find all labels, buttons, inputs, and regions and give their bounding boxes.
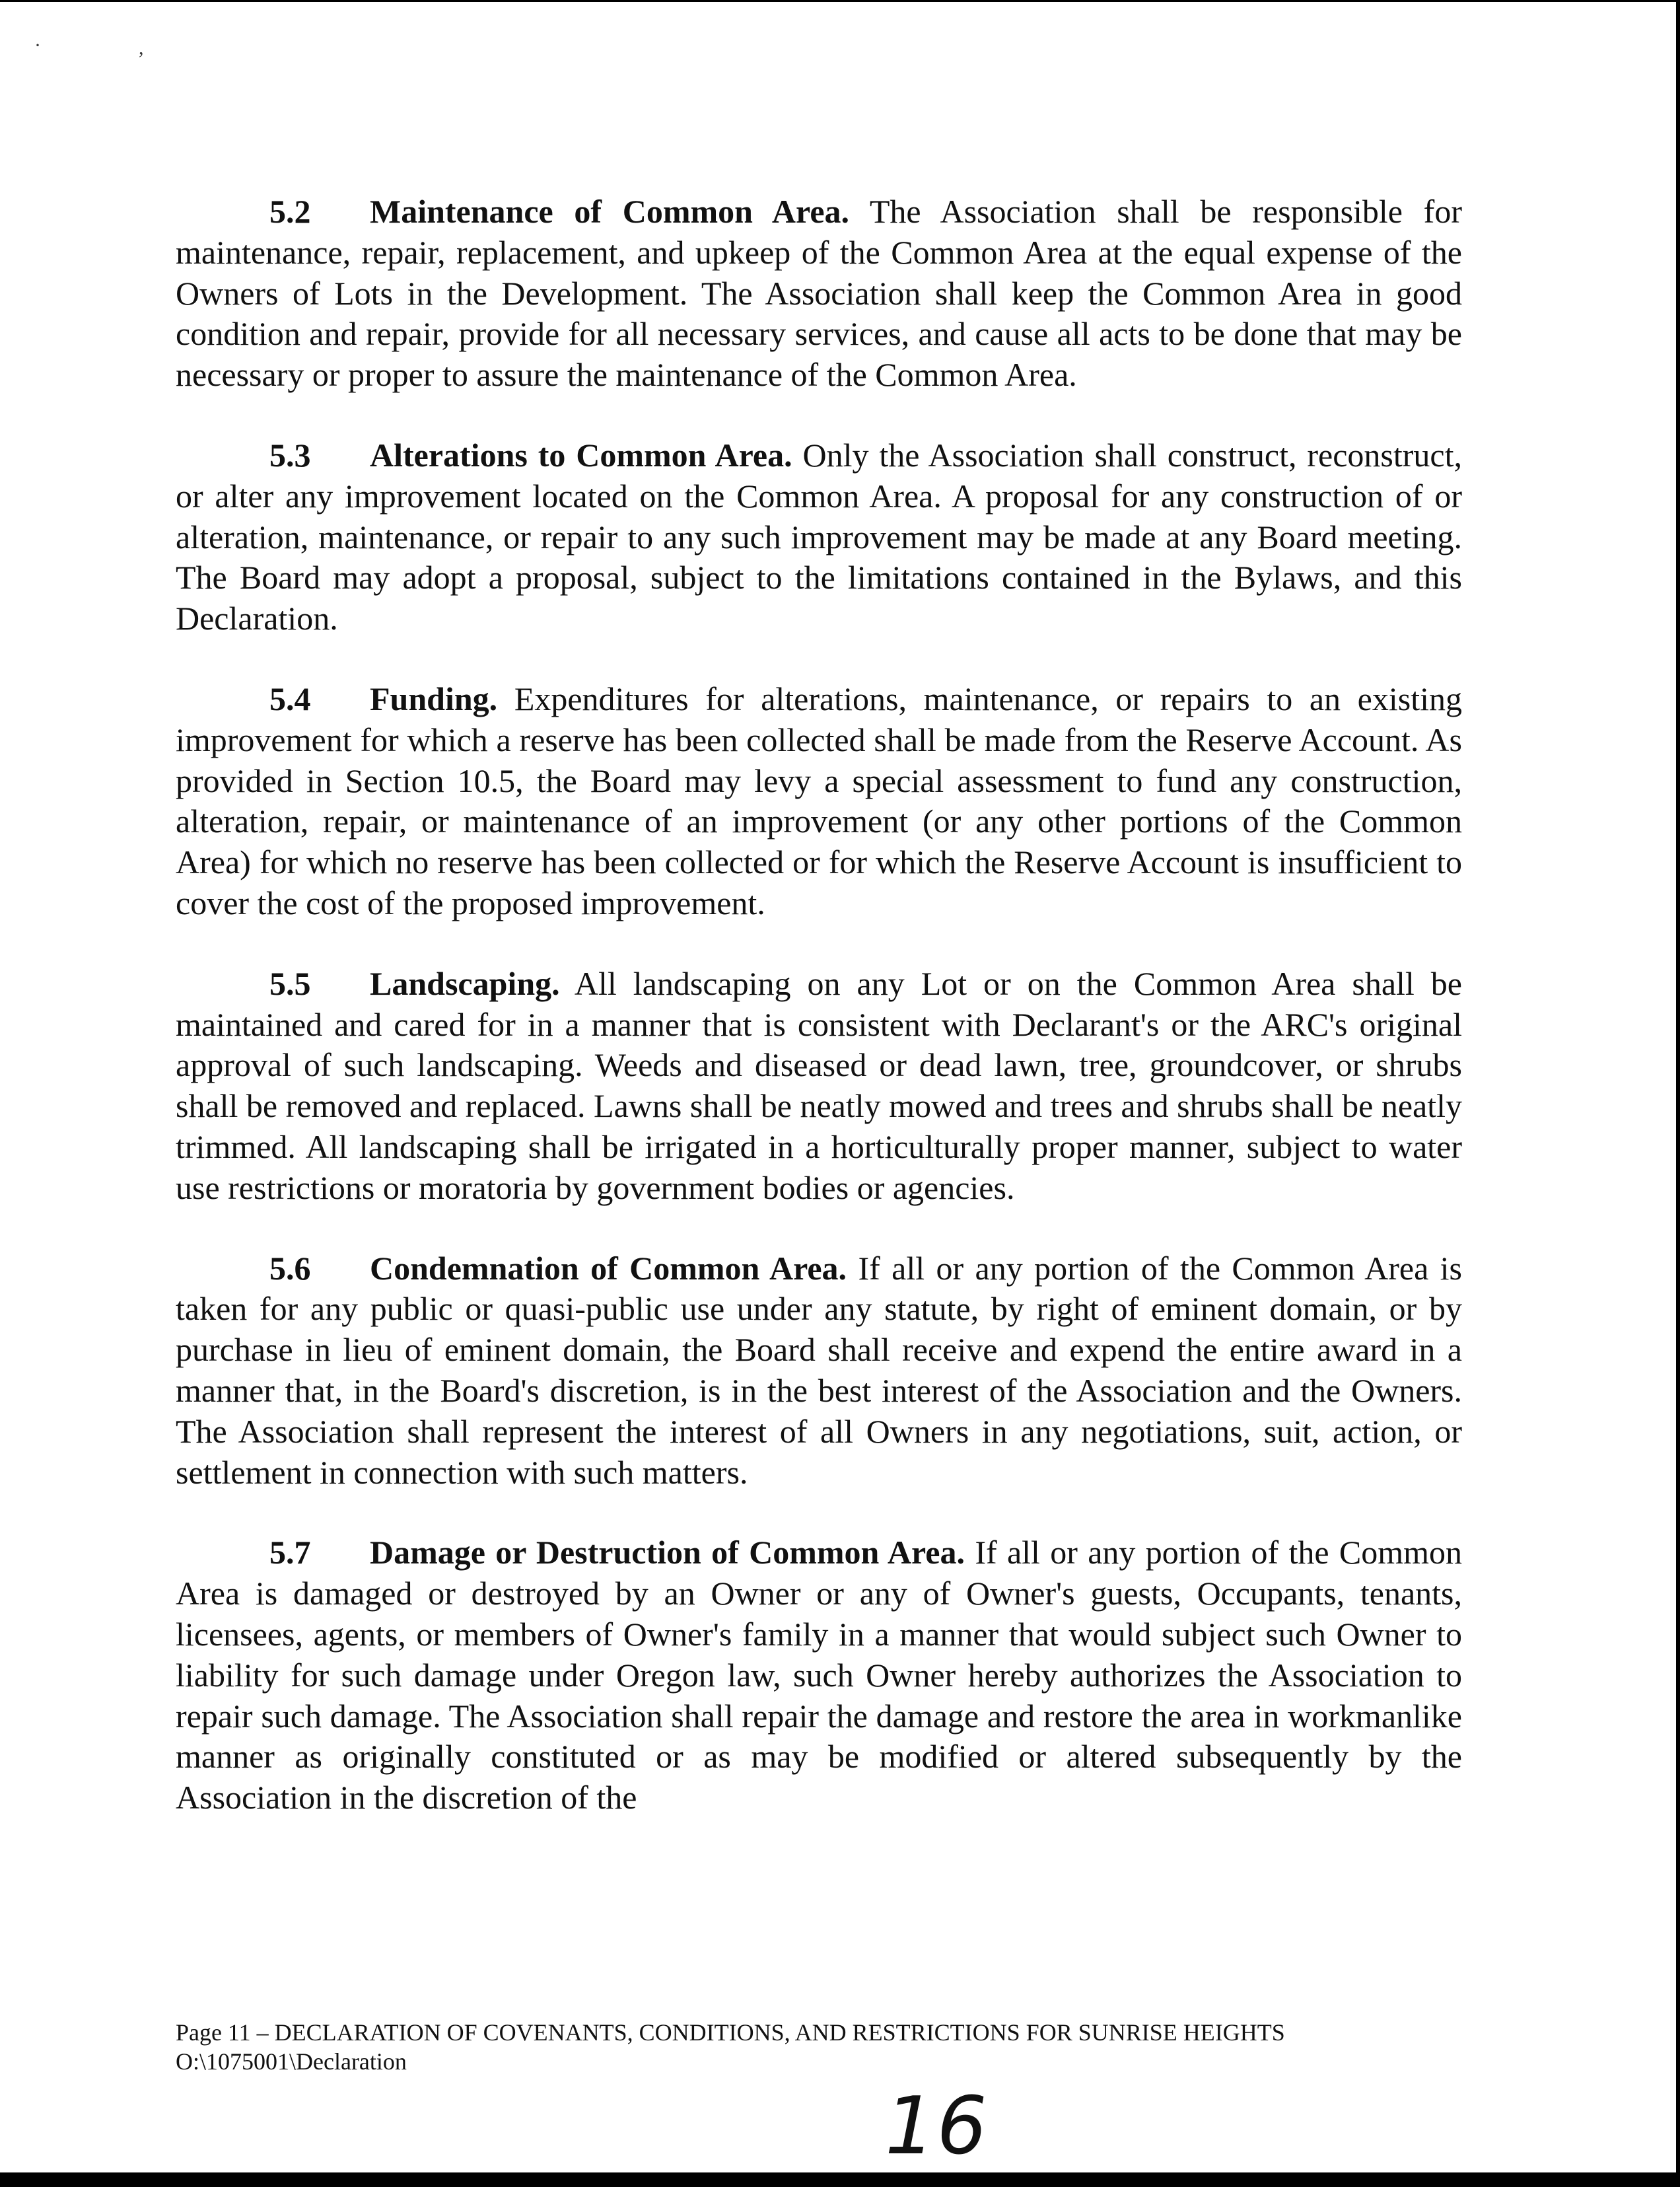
scan-border-right bbox=[1676, 0, 1680, 2187]
section-number: 5.4 bbox=[269, 680, 311, 717]
section-title: Damage or Destruction of Common Area. bbox=[370, 1534, 965, 1571]
footer-title: Page 11 – DECLARATION OF COVENANTS, CONDITIONS, AND RESTRICTIONS FOR SUNRISE HEIGHTS bbox=[176, 2019, 1285, 2046]
section-number: 5.7 bbox=[269, 1534, 311, 1571]
section-5-4 bbox=[176, 679, 1462, 924]
section-title: Alterations to Common Area. bbox=[370, 436, 792, 474]
document-body bbox=[176, 192, 1462, 1858]
section-text: All landscaping on any Lot or on the Common Area shall be maintained and cared for in a manner that is consistent with Declarant's or the ARC's original approval of such landscaping. Weeds and diseased or dead lawn, tree, groundcover, or shrubs shall be removed and replaced. Lawns shall be neatly mowed and trees and shrubs shall be neatly trimmed. All landscaping shall be irrigated in a horticulturally proper manner, subject to water use restrictions or moratoria by government bodies or agencies. bbox=[176, 964, 1462, 1206]
page-footer bbox=[176, 2018, 1462, 2076]
section-number: 5.3 bbox=[269, 436, 311, 474]
scan-border-bottom bbox=[0, 2172, 1680, 2187]
section-5-2 bbox=[176, 192, 1462, 396]
scan-speck: , bbox=[139, 37, 144, 59]
section-5-7 bbox=[176, 1532, 1462, 1818]
section-text: If all or any portion of the Common Area is taken for any public or quasi-public use under any statute, by right of eminent domain, or by purchase in lieu of eminent domain, the Board shall receive and expend the entire award in a manner that, in the Board's discretion, is in the best interest of the Association and the Owners. The Association shall represent the interest of all Owners in any negotiations, suit, action, or settlement in connection with such matters. bbox=[176, 1249, 1463, 1491]
section-text: Only the Association shall construct, reconstruct, or alter any improvement located on the Common Area. A proposal for any construction of or alteration, maintenance, or repair to any such improvement may be made at any Board meeting. The Board may adopt a proposal, subject to the limitations contained in the Bylaws, and this Declaration. bbox=[176, 436, 1462, 637]
section-title: Maintenance of Common Area. bbox=[370, 193, 850, 230]
section-text: The Association shall be responsible for maintenance, repair, replacement, and upkeep of the Common Area at the equal expense of the Owners of Lots in the Development. The Association shall keep the Common Area in good condition and repair, provide for all necessary services, and cause all acts to be done that may be necessary or proper to assure the maintenance of the Common Area. bbox=[176, 193, 1462, 394]
section-text: If all or any portion of the Common Area is damaged or destroyed by an Owner or any of Owner's guests, Occupants, tenants, licensees, agents, or members of Owner's family in a manner that would subject such Owner to liability for such damage under Oregon law, such Owner hereby authorizes the Association to repair such damage. The Association shall repair the damage and restore the area in workmanlike manner as originally constituted or as may be modified or altered subsequently by the Association in the discretion of the bbox=[176, 1534, 1463, 1816]
section-number: 5.6 bbox=[269, 1249, 311, 1287]
section-number: 5.2 bbox=[269, 193, 311, 230]
scan-border-top bbox=[0, 0, 1680, 2]
section-5-5 bbox=[176, 964, 1462, 1209]
section-5-3 bbox=[176, 435, 1462, 639]
section-text: Expenditures for alterations, maintenance, or repairs to an existing improvement for which a reserve has been collected shall be made from the Reserve Account. As provided in Section 10.5, the Board may levy a special assessment to fund any construction, alteration, repair, or maintenance of an improvement (or any other portions of the Common Area) for which no reserve has been collected or for which the Reserve Account is insufficient to cover the cost of the proposed improvement. bbox=[176, 680, 1462, 921]
section-5-6 bbox=[176, 1248, 1462, 1493]
scan-speck: · bbox=[34, 34, 41, 56]
section-title: Funding. bbox=[370, 680, 498, 717]
section-number: 5.5 bbox=[269, 964, 311, 1002]
footer-file-path: O:\1075001\Declaration bbox=[176, 2048, 407, 2075]
section-title: Landscaping. bbox=[370, 964, 560, 1002]
handwritten-page-number: 16 bbox=[885, 2081, 989, 2172]
section-title: Condemnation of Common Area. bbox=[370, 1249, 847, 1287]
